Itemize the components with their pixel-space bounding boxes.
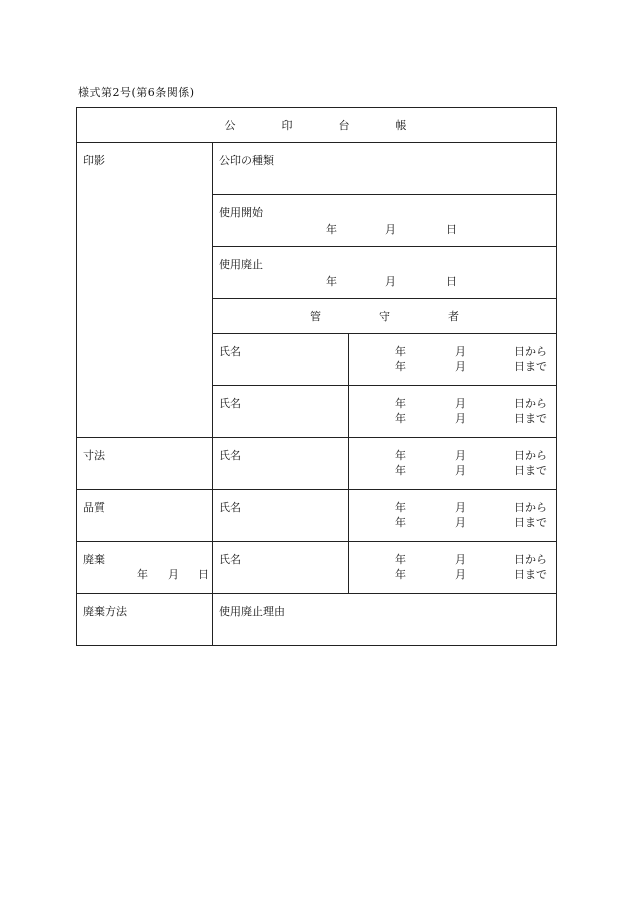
period-month: 月: [455, 553, 466, 566]
manager-title-char: 守: [379, 309, 390, 323]
dimensions-cell: [77, 438, 213, 490]
date-month: 月: [385, 223, 396, 236]
ledger-title-char: 公: [224, 118, 238, 132]
period-from: 日から: [514, 553, 547, 566]
period-block: [349, 396, 556, 426]
discontinue-reason-label: 使用廃止理由: [219, 605, 285, 618]
manager-title-char: 者: [448, 309, 459, 323]
period-year: 年: [395, 360, 406, 373]
manager-title-char: 管: [310, 309, 321, 323]
period-year: 年: [395, 516, 406, 529]
period-to: 日まで: [514, 412, 547, 425]
period-year: 年: [395, 397, 406, 410]
period-year: 年: [395, 568, 406, 581]
period-month: 月: [455, 568, 466, 581]
period-month: 月: [455, 501, 466, 514]
ledger-title: [77, 108, 557, 143]
period-block: [349, 552, 556, 582]
period-year: 年: [395, 345, 406, 358]
date-month: 月: [168, 568, 179, 581]
date-year: 年: [326, 223, 337, 236]
disposal-method-label: 廃棄方法: [83, 605, 127, 618]
ledger-title-char: 台: [338, 118, 352, 132]
period-month: 月: [455, 449, 466, 462]
period-to: 日まで: [514, 360, 547, 373]
period-to: 日まで: [514, 464, 547, 477]
date-day: 日: [446, 275, 457, 288]
impression-label: 印影: [83, 154, 105, 167]
seal-ledger-table: [76, 107, 557, 646]
manager-period-cell: [349, 438, 557, 490]
period-year: 年: [395, 501, 406, 514]
ledger-title-row: [77, 108, 557, 143]
manager-period-cell: [349, 542, 557, 594]
quality-cell: [77, 490, 213, 542]
seal-type-label: 公印の種類: [219, 154, 274, 167]
seal-type-row: [77, 143, 557, 195]
use-start-label: 使用開始: [219, 206, 263, 219]
date-month: 月: [385, 275, 396, 288]
name-label: 氏名: [219, 553, 241, 566]
use-end-label: 使用廃止: [219, 258, 263, 271]
ledger-title-char: 帳: [395, 118, 409, 132]
manager-name-cell: [213, 386, 349, 438]
period-year: 年: [395, 412, 406, 425]
period-to: 日まで: [514, 568, 547, 581]
disposal-method-cell: [77, 594, 213, 646]
date-day: 日: [446, 223, 457, 236]
use-start-date: [213, 222, 556, 237]
impression-cell: [77, 143, 213, 438]
ledger-title-char: 印: [281, 118, 295, 132]
manager-period-cell: [349, 490, 557, 542]
manager-header: [213, 299, 557, 334]
period-month: 月: [455, 360, 466, 373]
dimensions-row: [77, 438, 557, 490]
quality-row: [77, 490, 557, 542]
disposal-label: 廃棄: [83, 553, 105, 566]
period-from: 日から: [514, 397, 547, 410]
period-from: 日から: [514, 501, 547, 514]
name-label: 氏名: [219, 345, 241, 358]
use-start-cell: [213, 195, 557, 247]
use-end-cell: [213, 247, 557, 299]
date-day: 日: [198, 568, 209, 581]
use-end-date: [213, 274, 556, 289]
period-from: 日から: [514, 449, 547, 462]
disposal-cell: [77, 542, 213, 594]
period-from: 日から: [514, 345, 547, 358]
period-block: [349, 448, 556, 478]
manager-period-cell: [349, 386, 557, 438]
discontinue-reason-cell: [213, 594, 557, 646]
manager-period-cell: [349, 334, 557, 386]
seal-type-cell: [213, 143, 557, 195]
period-year: 年: [395, 553, 406, 566]
manager-name-cell: [213, 542, 349, 594]
period-month: 月: [455, 464, 466, 477]
period-month: 月: [455, 516, 466, 529]
date-year: 年: [137, 568, 148, 581]
name-label: 氏名: [219, 397, 241, 410]
form-number-label: 様式第2号(第6条関係): [78, 86, 195, 99]
quality-label: 品質: [83, 501, 105, 514]
period-block: [349, 344, 556, 374]
period-block: [349, 500, 556, 530]
period-year: 年: [395, 464, 406, 477]
name-label: 氏名: [219, 501, 241, 514]
disposal-row: [77, 542, 557, 594]
dimensions-label: 寸法: [83, 449, 105, 462]
date-year: 年: [326, 275, 337, 288]
disposal-date: [77, 567, 212, 582]
period-to: 日まで: [514, 516, 547, 529]
name-label: 氏名: [219, 449, 241, 462]
period-year: 年: [395, 449, 406, 462]
period-month: 月: [455, 412, 466, 425]
period-month: 月: [455, 397, 466, 410]
period-month: 月: [455, 345, 466, 358]
manager-name-cell: [213, 438, 349, 490]
disposal-method-row: [77, 594, 557, 646]
manager-name-cell: [213, 334, 349, 386]
manager-name-cell: [213, 490, 349, 542]
